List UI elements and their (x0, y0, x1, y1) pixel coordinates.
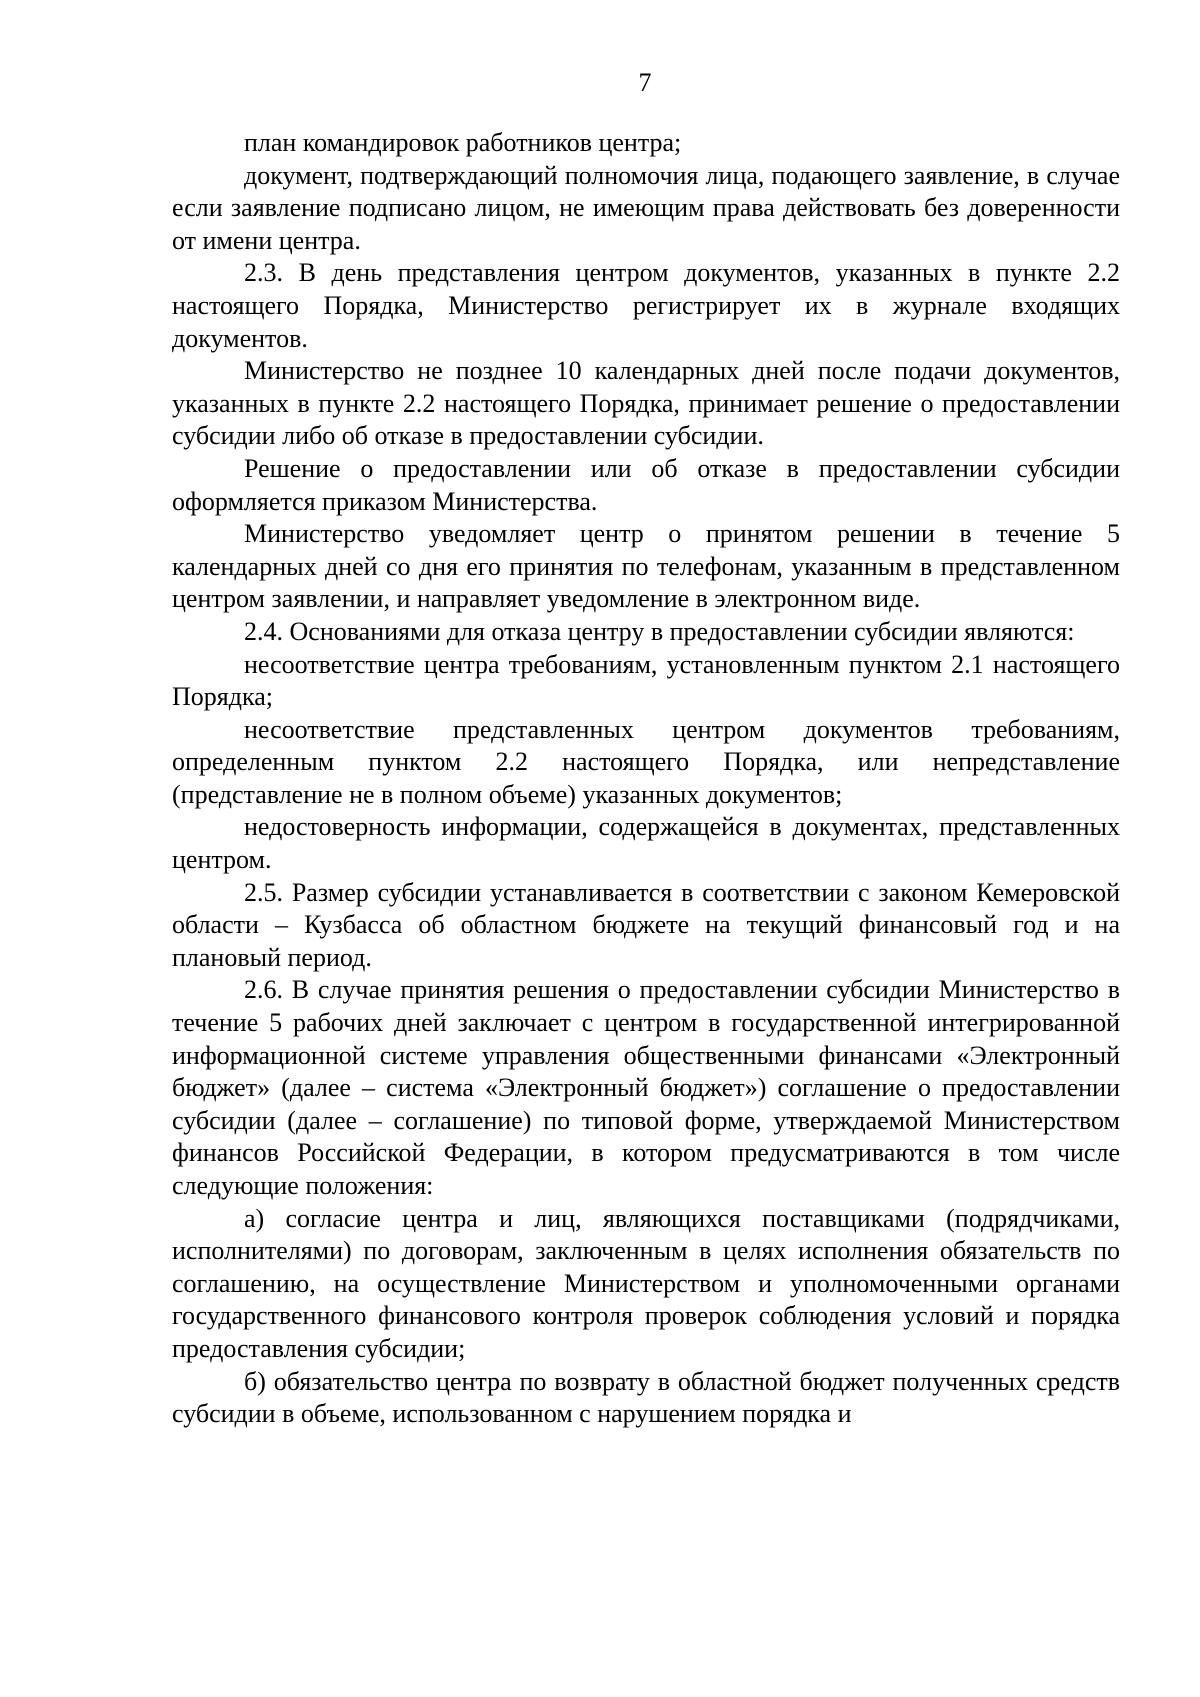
paragraph-notification: Министерство уведомляет центр о принятом решении в течение 5 календарных дней со дня его принятия по телефонам, указанным в представленном центром заявлении, и направляет уведомление в электронном виде. (172, 519, 1120, 614)
paragraph-unreliable-information: недостоверность информации, содержащейся в документах, представленных центром. (172, 812, 1120, 875)
paragraph-2-3-registration: 2.3. В день представления центром документов, указанных в пункте 2.2 настоящего Порядка, Министерство регистрирует их в журнале входящих документов. (172, 258, 1120, 353)
paragraph-2-5-subsidy-amount: 2.5. Размер субсидии устанавливается в соответствии с законом Кемеровской области – Кузбасса об областном бюджете на текущий финансовый год и на плановый период. (172, 877, 1120, 972)
paragraph-noncompliance-documents: несоответствие представленных центром документов требованиям, определенным пунктом 2.2 настоящего Порядка, или непредставление (представление не в полном объеме) указанных документов; (172, 714, 1120, 809)
paragraph-2-6-agreement: 2.6. В случае принятия решения о предоставлении субсидии Министерство в течение 5 рабочих дней заключает с центром в государственной интегрированной информационной системе управления общественными финансами «Электронный бюджет» (далее – система «Электронный бюджет») соглашение о предоставлении субсидии (далее – соглашение) по типовой форме, утверждаемой Министерством финансов Российской Федерации, в котором предусматриваются в том числе следующие положения: (172, 975, 1120, 1200)
paragraph-2-4-refusal-grounds: 2.4. Основаниями для отказа центру в предоставлении субсидии являются: (244, 616, 1075, 646)
paragraph-noncompliance-center: несоответствие центра требованиям, установленным пунктом 2.1 настоящего Порядка; (172, 649, 1120, 712)
paragraph-business-trip-plan: план командировок работников центра; (244, 128, 682, 157)
page-number: 7 (638, 68, 652, 97)
paragraph-decision-order: Решение о предоставлении или об отказе в предоставлении субсидии оформляется приказом Министерства. (172, 453, 1120, 516)
paragraph-authority-document: документ, подтверждающий полномочия лица, подающего заявление, в случае если заявление подписано лицом, не имеющим права действовать без доверенности от имени центра. (172, 160, 1120, 255)
document-body (172, 127, 1120, 1431)
paragraph-item-b-obligation: б) обязательство центра по возврату в областной бюджет полученных средств субсидии в объеме, использованном с нарушением порядка и (172, 1366, 1120, 1429)
paragraph-decision-deadline: Министерство не позднее 10 календарных дней после подачи документов, указанных в пункте 2.2 настоящего Порядка, принимает решение о предоставлении субсидии либо об отказе в предоставлении субсидии. (172, 356, 1120, 451)
paragraph-item-a-consent: а) согласие центра и лиц, являющихся поставщиками (подрядчиками, исполнителями) по договорам, заключенным в целях исполнения обязательств по соглашению, на осуществление Министерством и уполномоченными органами государственного финансового контроля проверок соблюдения условий и порядка предоставления субсидии; (172, 1203, 1120, 1363)
